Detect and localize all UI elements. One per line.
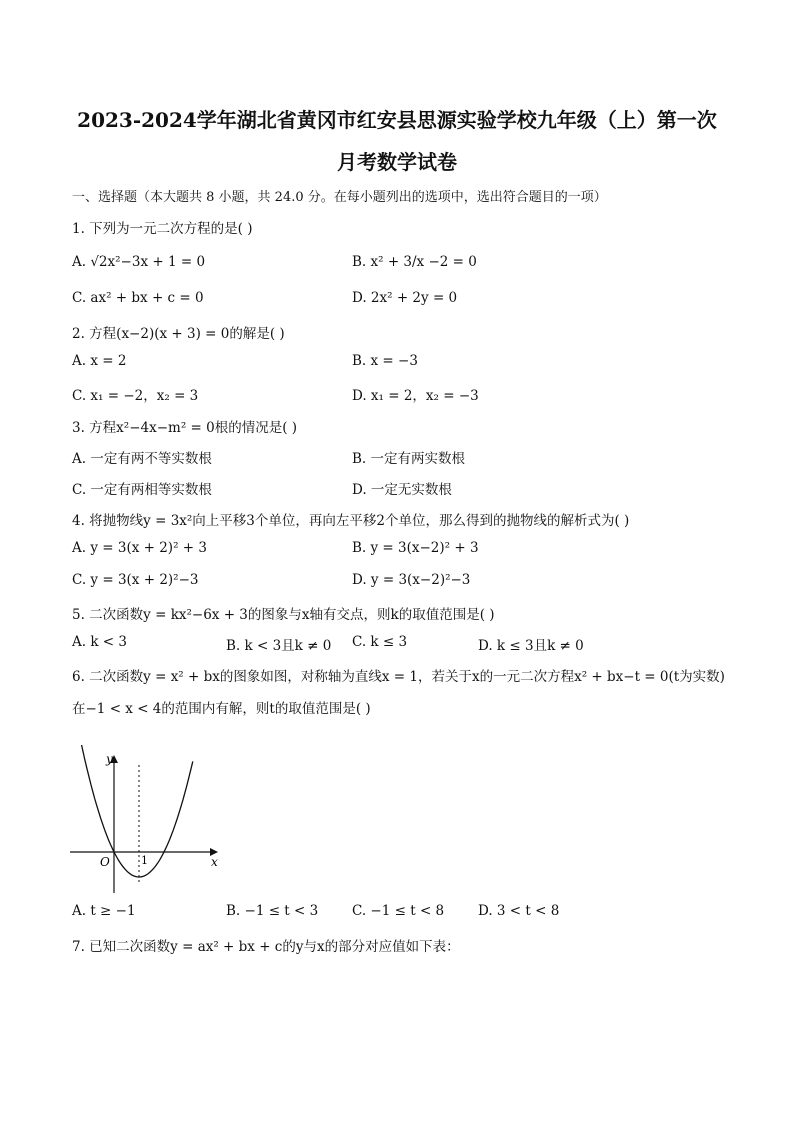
question-2-option-d: D. x₁ = 2，x₂ = −3 — [352, 388, 479, 404]
y-axis-label: y — [106, 752, 113, 766]
page-title-line-1: 2023-2024学年湖北省黄冈市红安县思源实验学校九年级（上）第一次 — [77, 108, 717, 132]
question-7-stem: 7. 已知二次函数y = ax² + bx + c的y与x的部分对应值如下表： — [72, 939, 460, 955]
question-5-option-d: D. k ≤ 3且k ≠ 0 — [478, 638, 584, 654]
question-4-option-b: B. y = 3(x−2)² + 3 — [352, 540, 479, 556]
page-title-line-2: 月考数学试卷 — [337, 150, 457, 174]
x-axis-label: x — [211, 855, 218, 869]
question-1-option-d: D. 2x² + 2y = 0 — [352, 290, 458, 306]
origin-label: O — [100, 855, 110, 869]
question-5-stem: 5. 二次函数y = kx²−6x + 3的图象与x轴有交点，则k的取值范围是( ) — [72, 607, 495, 623]
parabola-curve — [75, 745, 193, 877]
question-3-option-a: A. 一定有两不等实数根 — [72, 451, 212, 467]
question-6-stem-continued: 在−1 < x < 4的范围内有解，则t的取值范围是( ) — [72, 701, 371, 717]
question-4-option-c: C. y = 3(x + 2)²−3 — [72, 572, 199, 588]
question-1-option-a: A. √2x²−3x + 1 = 0 — [72, 254, 206, 270]
question-4-option-a: A. y = 3(x + 2)² + 3 — [72, 540, 207, 556]
question-4-stem: 4. 将抛物线y = 3x²向上平移3个单位，再向左平移2个单位，那么得到的抛物线的解析式为( ) — [72, 513, 630, 529]
question-1-option-c: C. ax² + bx + c = 0 — [72, 290, 204, 306]
question-5-option-a: A. k < 3 — [72, 634, 127, 650]
question-6-option-b: B. −1 ≤ t < 3 — [226, 903, 319, 919]
question-5-option-b: B. k < 3且k ≠ 0 — [226, 638, 332, 654]
question-3-option-b: B. 一定有两实数根 — [352, 451, 466, 467]
question-5-option-c: C. k ≤ 3 — [352, 634, 408, 650]
question-6-option-a: A. t ≥ −1 — [72, 903, 136, 919]
question-3-stem: 3. 方程x²−4x−m² = 0根的情况是( ) — [72, 420, 298, 436]
question-1-stem: 1. 下列为一元二次方程的是( ) — [72, 221, 253, 237]
question-2-option-b: B. x = −3 — [352, 353, 418, 369]
question-4-option-d: D. y = 3(x−2)²−3 — [352, 572, 471, 588]
question-2-stem: 2. 方程(x−2)(x + 3) = 0的解是( ) — [72, 326, 285, 342]
question-2-option-a: A. x = 2 — [72, 353, 127, 369]
question-6-option-d: D. 3 < t < 8 — [478, 903, 560, 919]
question-2-option-c: C. x₁ = −2，x₂ = 3 — [72, 388, 199, 404]
section-heading: 一、选择题（本大题共 8 小题，共 24.0 分。在每小题列出的选项中，选出符合题目的一项） — [72, 190, 607, 205]
parabola-graph — [60, 745, 230, 895]
question-3-option-c: C. 一定有两相等实数根 — [72, 482, 212, 498]
tick-label-one: 1 — [141, 854, 148, 867]
question-6-stem: 6. 二次函数y = x² + bx的图象如图，对称轴为直线x = 1，若关于x的一元二次方程x² + bx−t = 0(t为实数) — [72, 669, 725, 685]
question-6-option-c: C. −1 ≤ t < 8 — [352, 903, 445, 919]
question-3-option-d: D. 一定无实数根 — [352, 482, 452, 498]
question-1-option-b: B. x² + 3/x −2 = 0 — [352, 254, 477, 270]
